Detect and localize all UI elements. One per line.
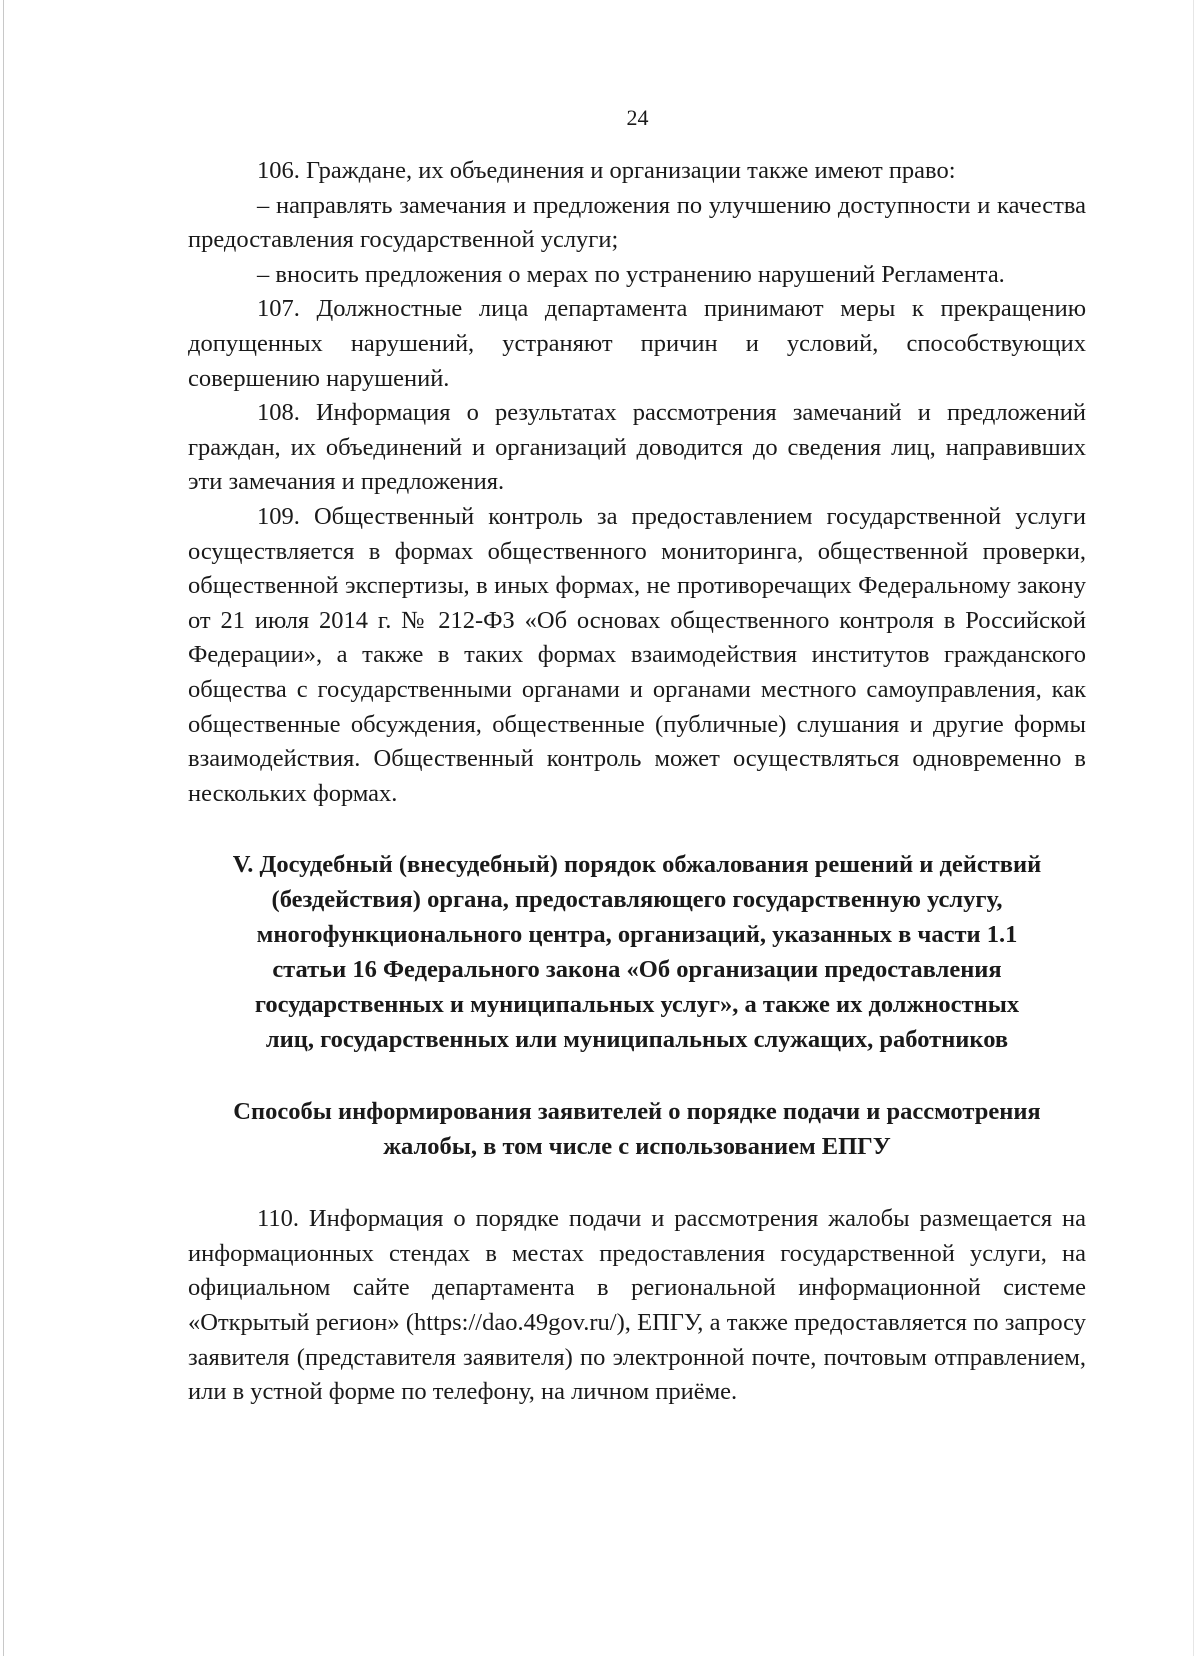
subsection-heading-line: жалобы, в том числе с использованием ЕПГУ [383, 1133, 891, 1161]
section-heading-line: государственных и муниципальных услуг», а также их должностных [254, 991, 1020, 1019]
subsection-heading [188, 1094, 1086, 1164]
scan-right-edge [1193, 0, 1194, 1656]
subsection-heading-line: Способы информирования заявителей о порядке подачи и рассмотрения [233, 1098, 1041, 1126]
section-heading-line: лиц, государственных или муниципальных служащих, работников [265, 1026, 1009, 1054]
paragraph-106-item-2: – вносить предложения о мерах по устранению нарушений Регламента. [257, 260, 1005, 288]
page-number: 24 [626, 105, 649, 130]
paragraph-109: 109. Общественный контроль за предоставлением государственной услуги осуществляется в формах общественного мониторинга, общественной проверки, общественной экспертизы, в иных формах, не противоречащих Федеральному закону от 21 июля 2014 г. № 212-ФЗ «Об основах общественного контроля в Российской Федерации», а также в таких формах взаимодействия институтов гражданского общества с государственными органами и органами местного самоуправления, как общественные обсуждения, общественные (публичные) слушания и другие формы взаимодействия. Общественный контроль может осуществляться одновременно в нескольких формах. [188, 502, 1086, 807]
paragraph-107: 107. Должностные лица департамента принимают меры к прекращению допущенных нарушений, устраняют причин и условий, способствующих совершению нарушений. [188, 295, 1086, 392]
scan-left-edge [3, 0, 4, 1656]
section-heading-line: V. Досудебный (внесудебный) порядок обжалования решений и действий [232, 851, 1042, 879]
paragraph-110: 110. Информация о порядке подачи и рассмотрения жалобы размещается на информационных стендах в местах предоставления государственной услуги, на официальном сайте департамента в региональной информационной системе «Открытый регион» (https://dao.49gov.ru/), ЕПГУ, а также предоставляется по запросу заявителя (представителя заявителя) по электронной почте, почтовым отправлением, или в устной форме по телефону, на личном приёме. [188, 1205, 1086, 1406]
section-heading-line: многофункционального центра, организаций, указанных в части 1.1 [256, 921, 1018, 949]
paragraph-108: 108. Информация о результатах рассмотрения замечаний и предложений граждан, их объединений и организаций доводится до сведения лиц, направивших эти замечания и предложения. [188, 399, 1086, 496]
paragraph-106: 106. Граждане, их объединения и организации также имеют право: [257, 157, 956, 184]
section-heading [188, 847, 1086, 1057]
document-body [188, 154, 1086, 1410]
section-heading-line: статьи 16 Федерального закона «Об организации предоставления [272, 956, 1002, 984]
section-heading-line: (бездействия) органа, предоставляющего государственную услугу, [271, 886, 1003, 914]
paragraph-106-item-1: – направлять замечания и предложения по улучшению доступности и качества предоставления государственной услуги; [188, 191, 1086, 254]
